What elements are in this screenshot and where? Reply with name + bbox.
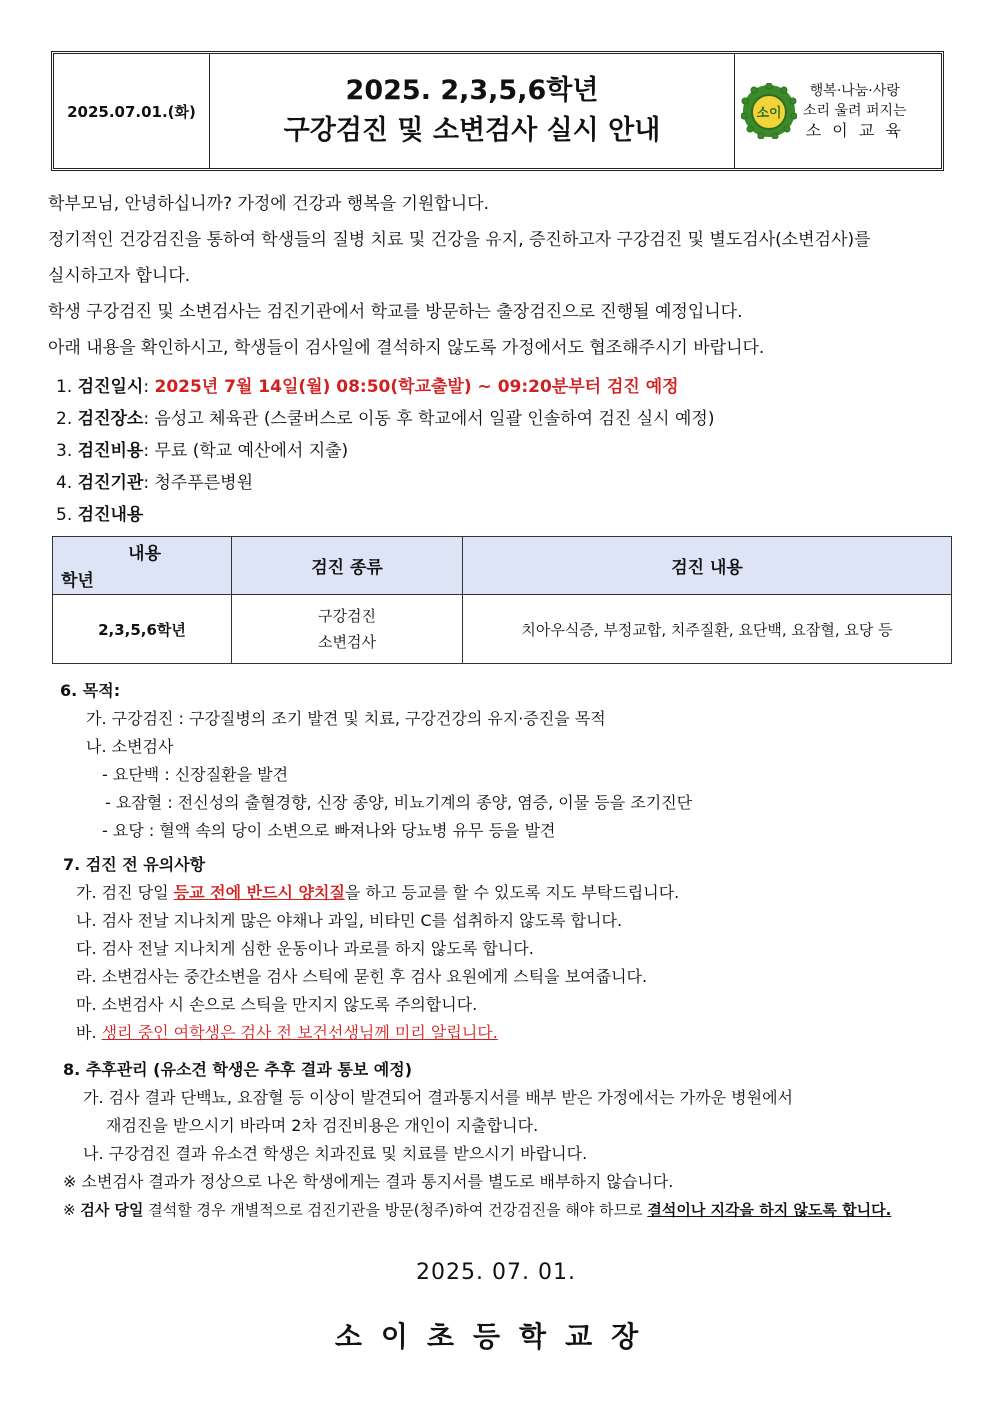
school-seal-icon	[741, 83, 797, 139]
table-row	[53, 595, 952, 664]
caution-e: 마. 소변검사 시 손으로 스틱을 만지지 않도록 주의합니다.	[76, 995, 478, 1014]
item-exam-date: 1. 검진일시: 2025년 7월 14일(월) 08:50(학교출발) ~ 09:20분부터 검진 예정	[56, 377, 679, 397]
caution-a-highlight: 등교 전에 반드시 양치질	[173, 883, 345, 902]
cell-exam-type: 구강검진 소변검사	[232, 595, 463, 664]
caution-d: 라. 소변검사는 중간소변을 검사 스틱에 묻힌 후 검사 요원에게 스틱을 보여줍니다.	[76, 967, 648, 986]
caution-a: 가. 검진 당일 등교 전에 반드시 양치질을 하고 등교를 할 수 있도록 지도 부탁드립니다.	[76, 883, 680, 902]
followup-note-2: ※ 검사 당일 결석할 경우 개별적으로 검진기관을 방문(청주)하여 건강검진을 해야 하므로 결석이나 지각을 하지 않도록 합니다.	[63, 1201, 892, 1219]
school-slogan	[803, 81, 907, 141]
followup-a2: 재검진을 받으시기 바라며 2차 검진비용은 개인이 지출합니다.	[106, 1116, 539, 1135]
section-followup	[0, 1056, 992, 1224]
intro-line: 실시하고자 합니다.	[48, 266, 191, 286]
title-line-1: 2025. 2,3,5,6학년	[345, 75, 599, 106]
cell-grade: 2,3,5,6학년	[53, 595, 232, 664]
seal-text: 소이	[756, 106, 782, 121]
header-box	[51, 51, 944, 171]
table-header-row	[53, 537, 952, 595]
caution-title: 7. 검진 전 유의사항	[63, 855, 206, 874]
intro-line: 정기적인 건강검진을 통하여 학생들의 질병 치료 및 건강을 유지, 증진하고자 구강검진 및 별도검사(소변검사)를	[48, 230, 871, 250]
purpose-b: 나. 소변검사	[86, 737, 174, 756]
section-caution	[0, 851, 992, 1047]
followup-b: 나. 구강검진 결과 유소견 학생은 치과진료 및 치료를 받으시기 바랍니다.	[83, 1144, 588, 1163]
slogan-line-3: 소 이 교 육	[805, 121, 904, 140]
item-exam-content: 5. 검진내용	[56, 505, 144, 525]
document-title	[210, 54, 735, 168]
cell-exam-content: 치아우식증, 부정교합, 치주질환, 요단백, 요잠혈, 요당 등	[463, 595, 952, 664]
header-date: 2025.07.01.(화)	[54, 54, 210, 168]
intro-line: 아래 내용을 확인하시고, 학생들이 검사일에 결석하지 않도록 가정에서도 협조해주시기 바랍니다.	[48, 338, 765, 358]
header-exam-content: 검진 내용	[463, 537, 952, 595]
slogan-line-2: 소리 울려 퍼지는	[803, 103, 907, 119]
principal-signature: 소이초등학교장	[334, 1320, 658, 1353]
intro-paragraph	[48, 186, 948, 366]
purpose-b2: - 요잠혈 : 전신성의 출혈경향, 신장 종양, 비뇨기계의 종양, 염증, 이물 등을 조기진단	[105, 793, 693, 812]
caution-b: 나. 검사 전날 지나치게 많은 야채나 과일, 비타민 C를 섭취하지 않도록 합니다.	[76, 911, 623, 930]
item-exam-institution: 4. 검진기관: 청주푸른병원	[56, 473, 254, 493]
followup-a1: 가. 검사 결과 단백뇨, 요잠혈 등 이상이 발견되어 결과통지서를 배부 받은 가정에서는 가까운 병원에서	[83, 1088, 793, 1107]
header-exam-type: 검진 종류	[232, 537, 463, 595]
item-exam-place: 2. 검진장소: 음성고 체육관 (스쿨버스로 이동 후 학교에서 일괄 인솔하여 검진 실시 예정)	[56, 409, 715, 429]
caution-c: 다. 검사 전날 지나치게 심한 운동이나 과로를 하지 않도록 합니다.	[76, 939, 534, 958]
caution-f-underlined: 생리 중인 여학생은 검사 전 보건선생님께 미리 알립니다.	[101, 1023, 498, 1042]
purpose-b3: - 요당 : 혈액 속의 당이 소변으로 빠져나와 당뇨병 유무 등을 발견	[102, 821, 556, 840]
exam-content-table	[52, 536, 952, 664]
school-logo-area	[735, 54, 941, 168]
exam-date-value: 2025년 7월 14일(월) 08:50(학교출발) ~ 09:20분부터 검진 예정	[154, 377, 679, 397]
followup-title: 8. 추후관리 (유소견 학생은 추후 결과 통보 예정)	[63, 1060, 413, 1079]
intro-line: 학생 구강검진 및 소변검사는 검진기관에서 학교를 방문하는 출장검진으로 진행될 예정입니다.	[48, 302, 743, 322]
diagonal-header-cell: 내용 학년	[53, 537, 232, 595]
intro-line: 학부모님, 안녕하십니까? 가정에 건강과 행복을 기원합니다.	[48, 194, 489, 214]
purpose-b1: - 요단백 : 신장질환을 발견	[102, 765, 289, 784]
item-exam-cost: 3. 검진비용: 무료 (학교 예산에서 지출)	[56, 441, 349, 461]
slogan-line-1: 행복·나눔·사랑	[809, 83, 900, 99]
footer-date: 2025. 07. 01.	[416, 1260, 576, 1285]
exam-info-list	[56, 371, 956, 531]
purpose-title: 6. 목적:	[60, 681, 121, 700]
caution-f: 바. 생리 중인 여학생은 검사 전 보건선생님께 미리 알립니다.	[76, 1023, 498, 1042]
followup-note-1: ※ 소변검사 결과가 정상으로 나온 학생에게는 결과 통지서를 별도로 배부하지 않습니다.	[63, 1172, 674, 1191]
section-purpose	[0, 677, 992, 845]
purpose-a: 가. 구강검진 : 구강질병의 조기 발견 및 치료, 구강건강의 유지·증진을 목적	[86, 709, 606, 728]
title-line-2: 구강검진 및 소변검사 실시 안내	[283, 115, 661, 146]
